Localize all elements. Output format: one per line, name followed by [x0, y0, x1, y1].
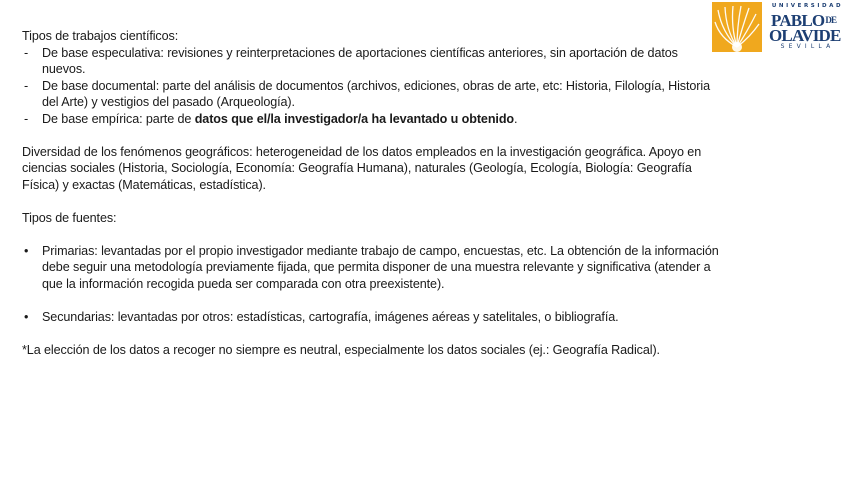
list-item: - De base documental: parte del análisis de documentos (archivos, ediciones, obras de arte, etc: Historia, Filología, Historia del Arte) y vestigios del pasado (Arqueología).: [22, 78, 722, 111]
logo-city: SEVILLA: [780, 43, 835, 50]
list-item: [22, 111, 722, 128]
section-heading-trabajos: Tipos de trabajos científicos:: [22, 29, 179, 43]
fuentes-primarias-list: [22, 243, 722, 293]
list-item-bold: datos que el/la investigador/a ha levantado u obtenido: [194, 111, 515, 126]
trabajos-list: [22, 45, 722, 128]
logo-name-line2: OLAVIDE: [769, 26, 841, 45]
list-item-primarias: • Primarias: levantadas por el propio investigador mediante trabajo de campo, encuestas, etc. La obtención de la información debe seguir una metodología previamente fijada, que permita disponer de una muestra relevante y significativa (atender a que la información recogida pueda ser comparada con otra preexistente).: [22, 243, 722, 293]
logo-de: DE: [825, 15, 837, 25]
list-item: - De base especulativa: revisiones y reinterpretaciones de aportaciones científicas anteriores, sin aportación de datos nuevos.: [22, 45, 722, 78]
section-heading-fuentes: Tipos de fuentes:: [22, 210, 117, 225]
list-item-suffix: .: [514, 111, 518, 126]
paragraph-diversidad: Diversidad de los fenómenos geográficos: heterogeneidad de los datos empleados en la investigación geográfica. Apoyo en ciencias sociales (Historia, Sociología, Economía: Geografía Humana), naturales (Geología, Ecología, Biología: Geografía Física) y exactas (Matemáticas, estadística).: [22, 144, 702, 192]
logo-university-label: UNIVERSIDAD: [771, 3, 844, 9]
fuentes-secundarias-list: [22, 309, 722, 326]
university-logo: [712, 2, 846, 52]
logo-pablo: PABLO: [771, 11, 825, 30]
list-item-prefix: De base empírica: parte de: [42, 111, 195, 126]
slide-body: [22, 28, 722, 358]
logo-wordmark: [769, 2, 846, 52]
footnote: *La elección de los datos a recoger no siempre es neutral, especialmente los datos sociales (ej.: Geografía Radical).: [22, 342, 660, 357]
list-item-secundarias: • Secundarias: levantadas por otros: estadísticas, cartografía, imágenes aéreas y satelitales, o bibliografía.: [22, 309, 722, 326]
